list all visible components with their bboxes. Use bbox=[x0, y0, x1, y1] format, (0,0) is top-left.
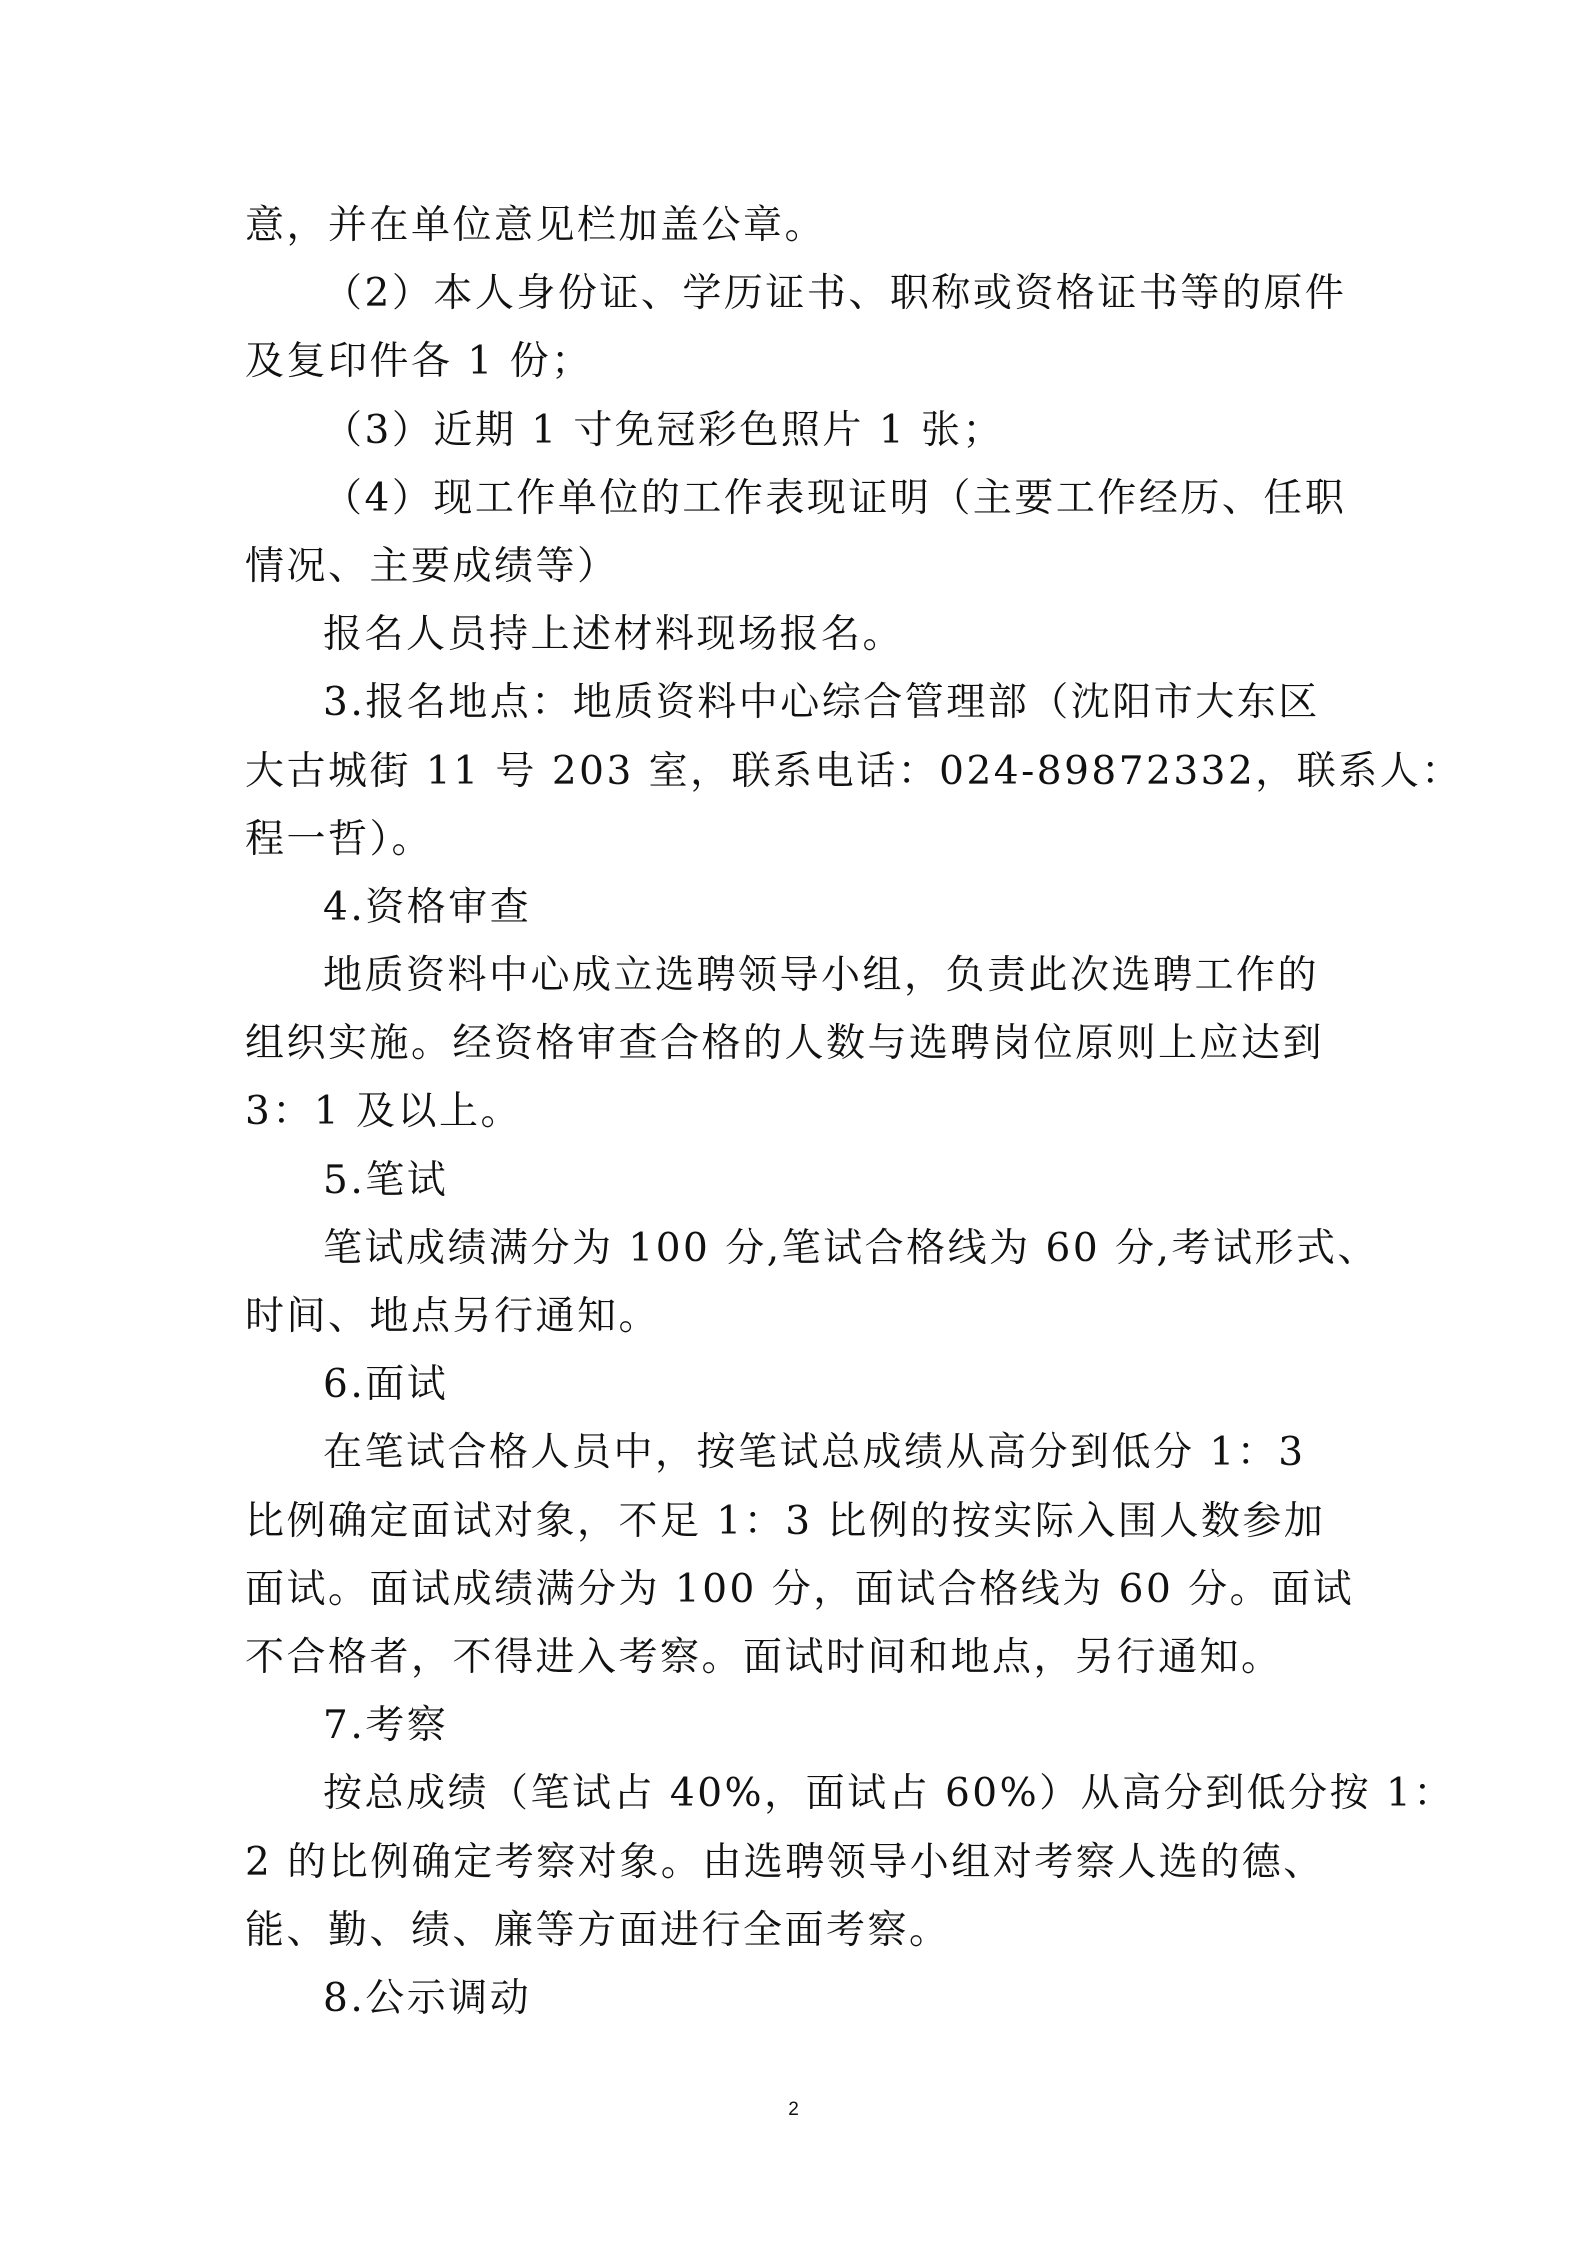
section-heading-publicity-transfer: 8.公示调动 bbox=[323, 1975, 532, 2021]
text-line-25: 2 的比例确定考察对象。由选聘领导小组对考察人选的德、 bbox=[245, 1839, 1325, 1885]
page-number: 2 bbox=[788, 2099, 799, 2120]
text-line-16: 笔试成绩满分为 100 分,笔试合格线为 60 分,考试形式、 bbox=[323, 1225, 1379, 1271]
text-line-24: 按总成绩（笔试占 40%，面试占 60%）从高分到低分按 1： bbox=[323, 1771, 1455, 1817]
text-line-26: 能、勤、绩、廉等方面进行全面考察。 bbox=[245, 1907, 951, 1953]
text-line-14: 3：1 及以上。 bbox=[245, 1089, 523, 1135]
section-heading-inspection: 7.考察 bbox=[323, 1703, 449, 1749]
text-line-2: （2）本人身份证、学历证书、职称或资格证书等的原件 bbox=[323, 271, 1347, 317]
text-line-13: 组织实施。经资格审查合格的人数与选聘岗位原则上应达到 bbox=[245, 1021, 1325, 1067]
text-line-7: 报名人员持上述材料现场报名。 bbox=[323, 612, 905, 658]
text-line-6: 情况、主要成绩等） bbox=[245, 543, 619, 589]
section-heading-interview: 6.面试 bbox=[323, 1362, 449, 1408]
text-line-12: 地质资料中心成立选聘领导小组，负责此次选聘工作的 bbox=[323, 953, 1320, 999]
text-line-17: 时间、地点另行通知。 bbox=[245, 1294, 661, 1339]
text-line-1: 意，并在单位意见栏加盖公章。 bbox=[245, 203, 827, 248]
text-line-10: 程一哲）。 bbox=[245, 816, 434, 862]
text-line-20: 比例确定面试对象，不足 1：3 比例的按实际入围人数参加 bbox=[245, 1498, 1326, 1544]
text-line-19: 在笔试合格人员中，按笔试总成绩从高分到低分 1：3 bbox=[323, 1430, 1306, 1476]
text-line-21: 面试。面试成绩满分为 100 分，面试合格线为 60 分。面试 bbox=[245, 1566, 1355, 1612]
section-heading-written-test: 5.笔试 bbox=[323, 1157, 449, 1203]
text-line-22: 不合格者，不得进入考察。面试时间和地点，另行通知。 bbox=[245, 1634, 1283, 1680]
text-line-8: 3.报名地点：地质资料中心综合管理部（沈阳市大东区 bbox=[323, 680, 1320, 726]
text-line-9: 大古城街 11 号 203 室，联系电话：024-89872332，联系人： bbox=[245, 748, 1463, 794]
text-line-5: （4）现工作单位的工作表现证明（主要工作经历、任职 bbox=[323, 475, 1347, 521]
section-heading-qualification-review: 4.资格审查 bbox=[323, 884, 532, 930]
document-body bbox=[245, 192, 1463, 2033]
text-line-4: （3）近期 1 寸免冠彩色照片 1 张； bbox=[323, 407, 1005, 453]
text-line-3: 及复印件各 1 份； bbox=[245, 339, 593, 385]
